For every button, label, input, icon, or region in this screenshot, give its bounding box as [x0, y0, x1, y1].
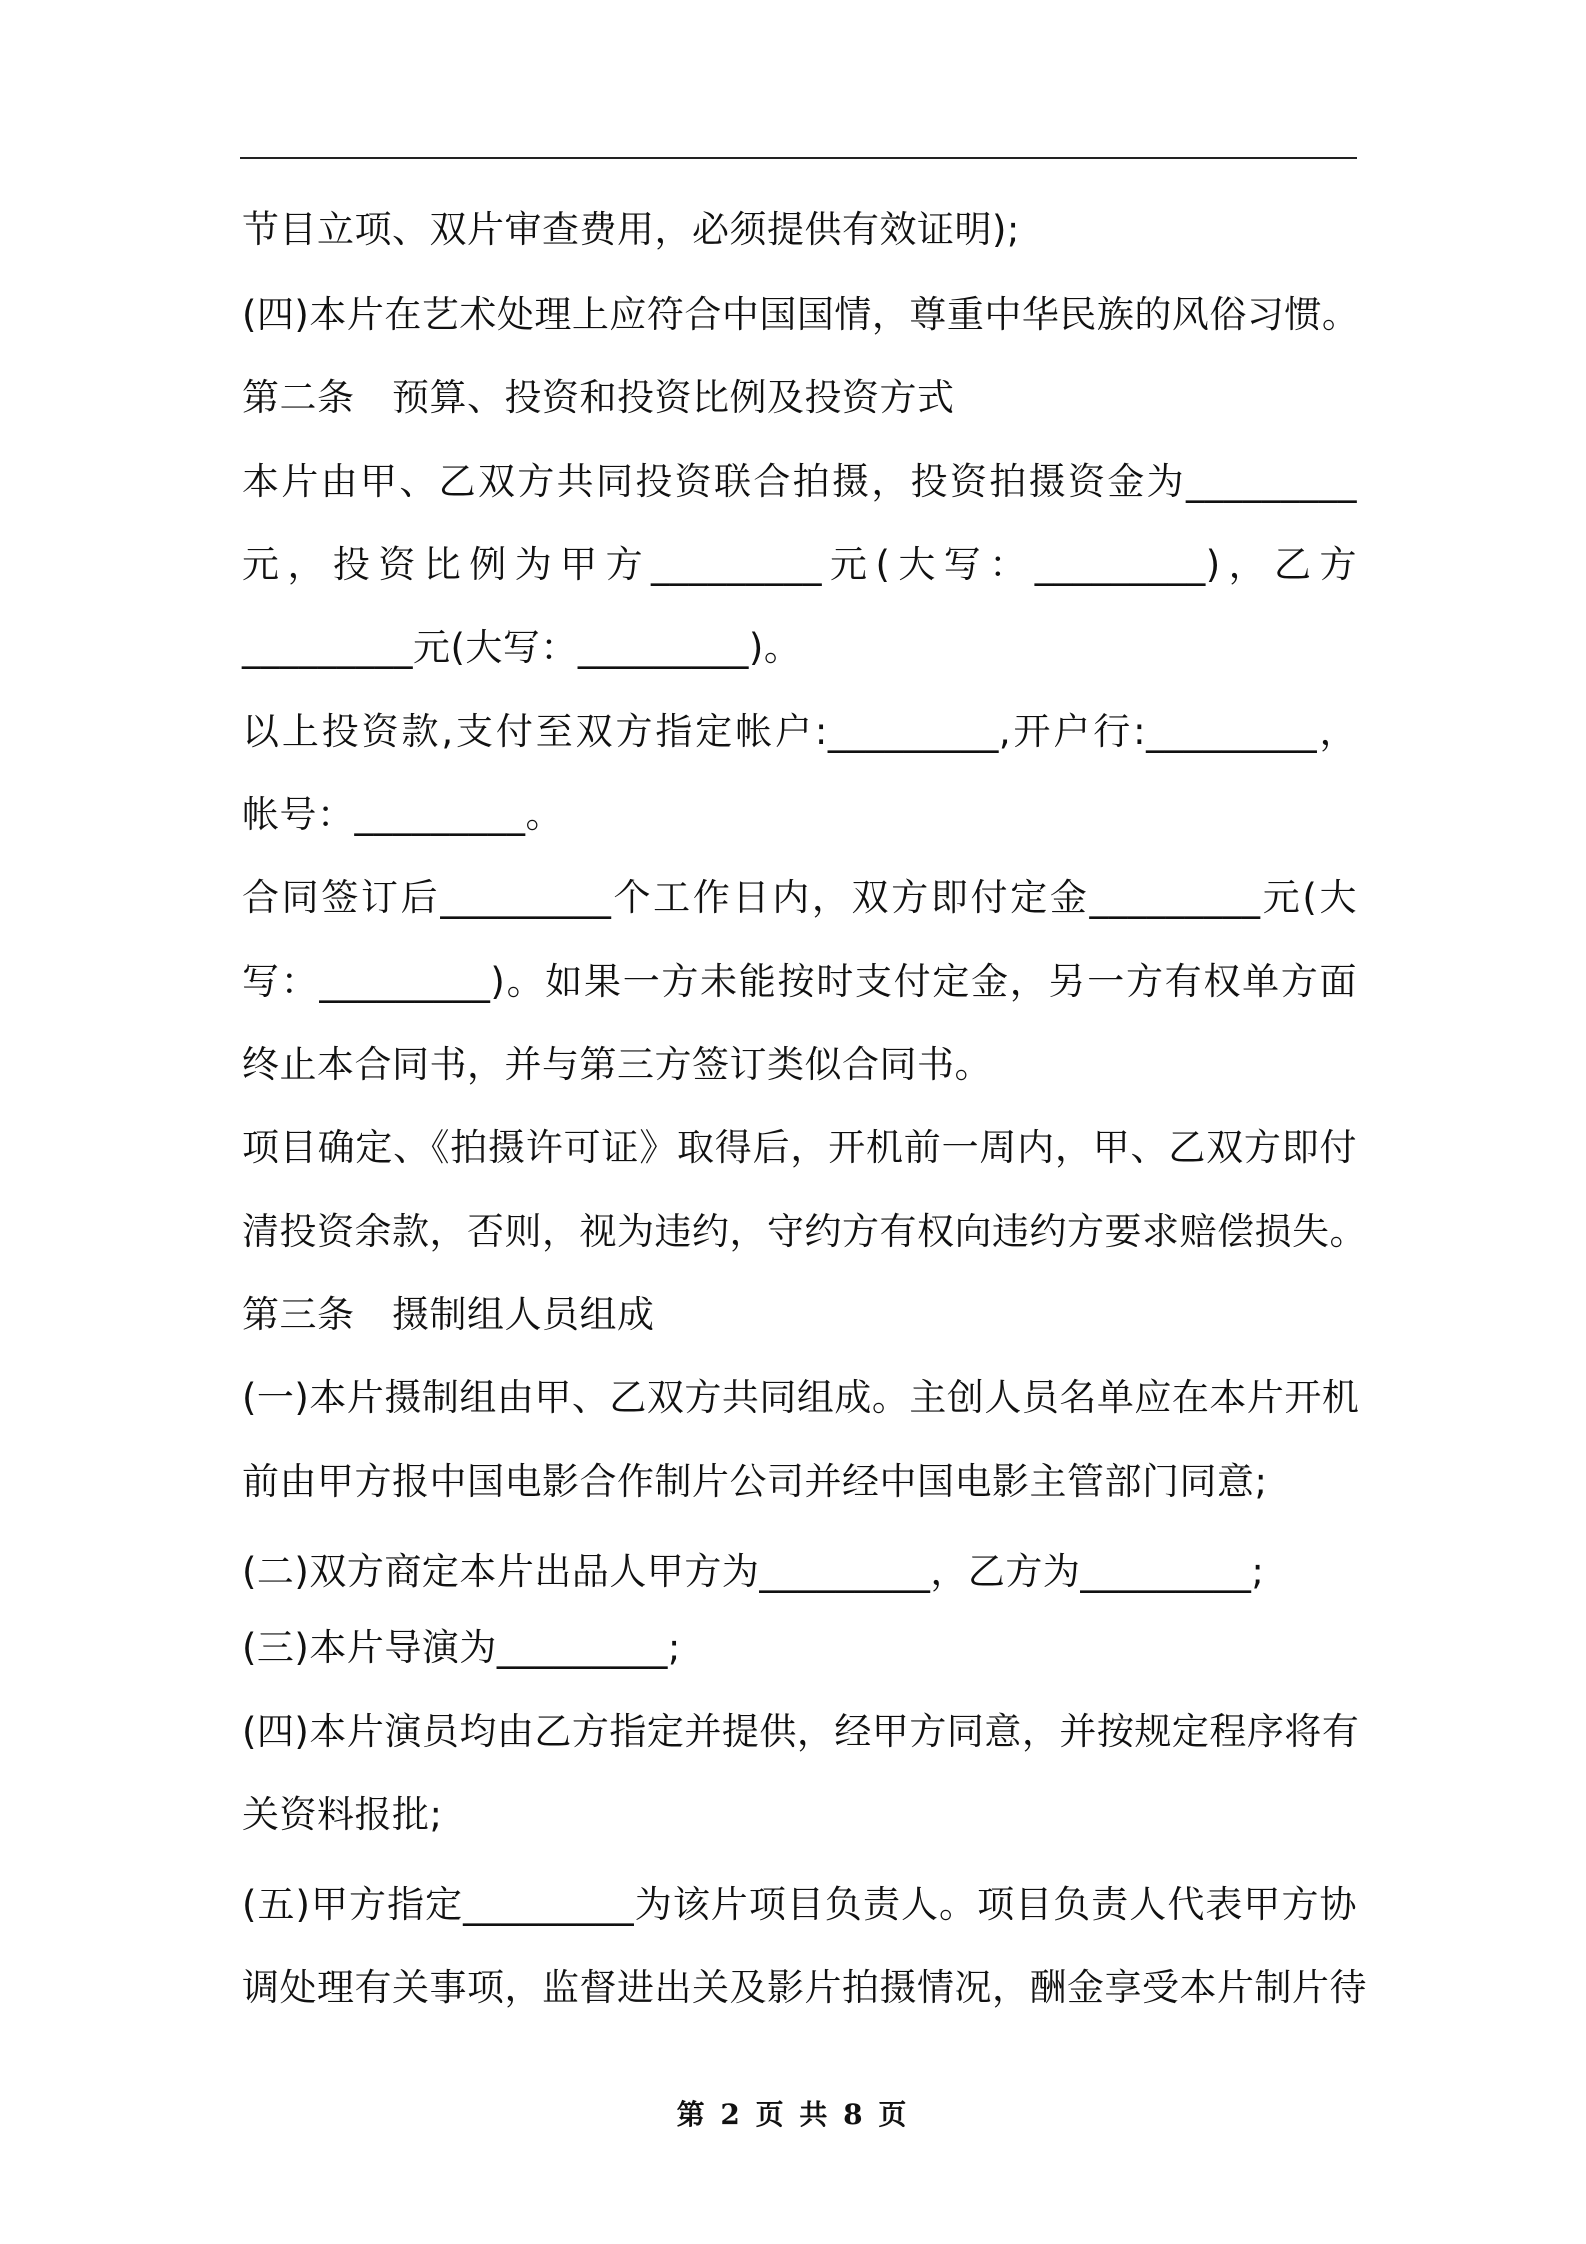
section-heading-article-2: 第二条 预算、投资和投资比例及投资方式	[242, 376, 955, 419]
text-line-2: (四)本片在艺术处理上应符合中国国情，尊重中华民族的风俗习惯。	[242, 293, 1360, 336]
text-line-18: (三)本片导演为_________;	[242, 1626, 681, 1669]
text-line-17: (二)双方商定本片出品人甲方为_________，乙方为_________;	[242, 1550, 1265, 1593]
text-line-4: 本片由甲、乙双方共同投资联合拍摄，投资拍摄资金为_________	[242, 460, 1357, 503]
text-line-1: 节目立项、双片审查费用，必须提供有效证明);	[242, 208, 1020, 251]
text-line-7: 以上投资款,支付至双方指定帐户:_________,开户行:_________，	[242, 710, 1357, 753]
text-line-16: 前由甲方报中国电影合作制片公司并经中国电影主管部门同意;	[242, 1460, 1268, 1503]
text-line-19: (四)本片演员均由乙方指定并提供，经甲方同意，并按规定程序将有	[242, 1710, 1360, 1753]
text-line-20: 关资料报批;	[242, 1793, 443, 1836]
text-line-12: 项目确定、《拍摄许可证》取得后，开机前一周内，甲、乙双方即付	[242, 1126, 1357, 1169]
page-number-footer: 第 2 页 共 8 页	[676, 2098, 910, 2131]
section-heading-article-3: 第三条 摄制组人员组成	[242, 1293, 655, 1336]
text-line-9: 合同签订后_________个工作日内，双方即付定金_________元(大	[242, 876, 1357, 919]
text-line-11: 终止本合同书，并与第三方签订类似合同书。	[242, 1043, 992, 1086]
text-line-5: 元，投资比例为甲方_________元(大写：_________)，乙方	[242, 543, 1357, 586]
text-line-13: 清投资余款，否则，视为违约，守约方有权向违约方要求赔偿损失。	[242, 1210, 1367, 1253]
text-line-21: (五)甲方指定_________为该片项目负责人。项目负责人代表甲方协	[242, 1883, 1357, 1926]
text-line-6: _________元(大写：_________)。	[242, 626, 802, 669]
header-rule	[240, 157, 1357, 159]
text-line-10: 写：_________)。如果一方未能按时支付定金，另一方有权单方面	[242, 960, 1357, 1003]
text-line-22: 调处理有关事项，监督进出关及影片拍摄情况，酬金享受本片制片待	[242, 1966, 1367, 2009]
text-line-8: 帐号：_________。	[242, 793, 563, 836]
text-line-15: (一)本片摄制组由甲、乙双方共同组成。主创人员名单应在本片开机	[242, 1376, 1360, 1419]
